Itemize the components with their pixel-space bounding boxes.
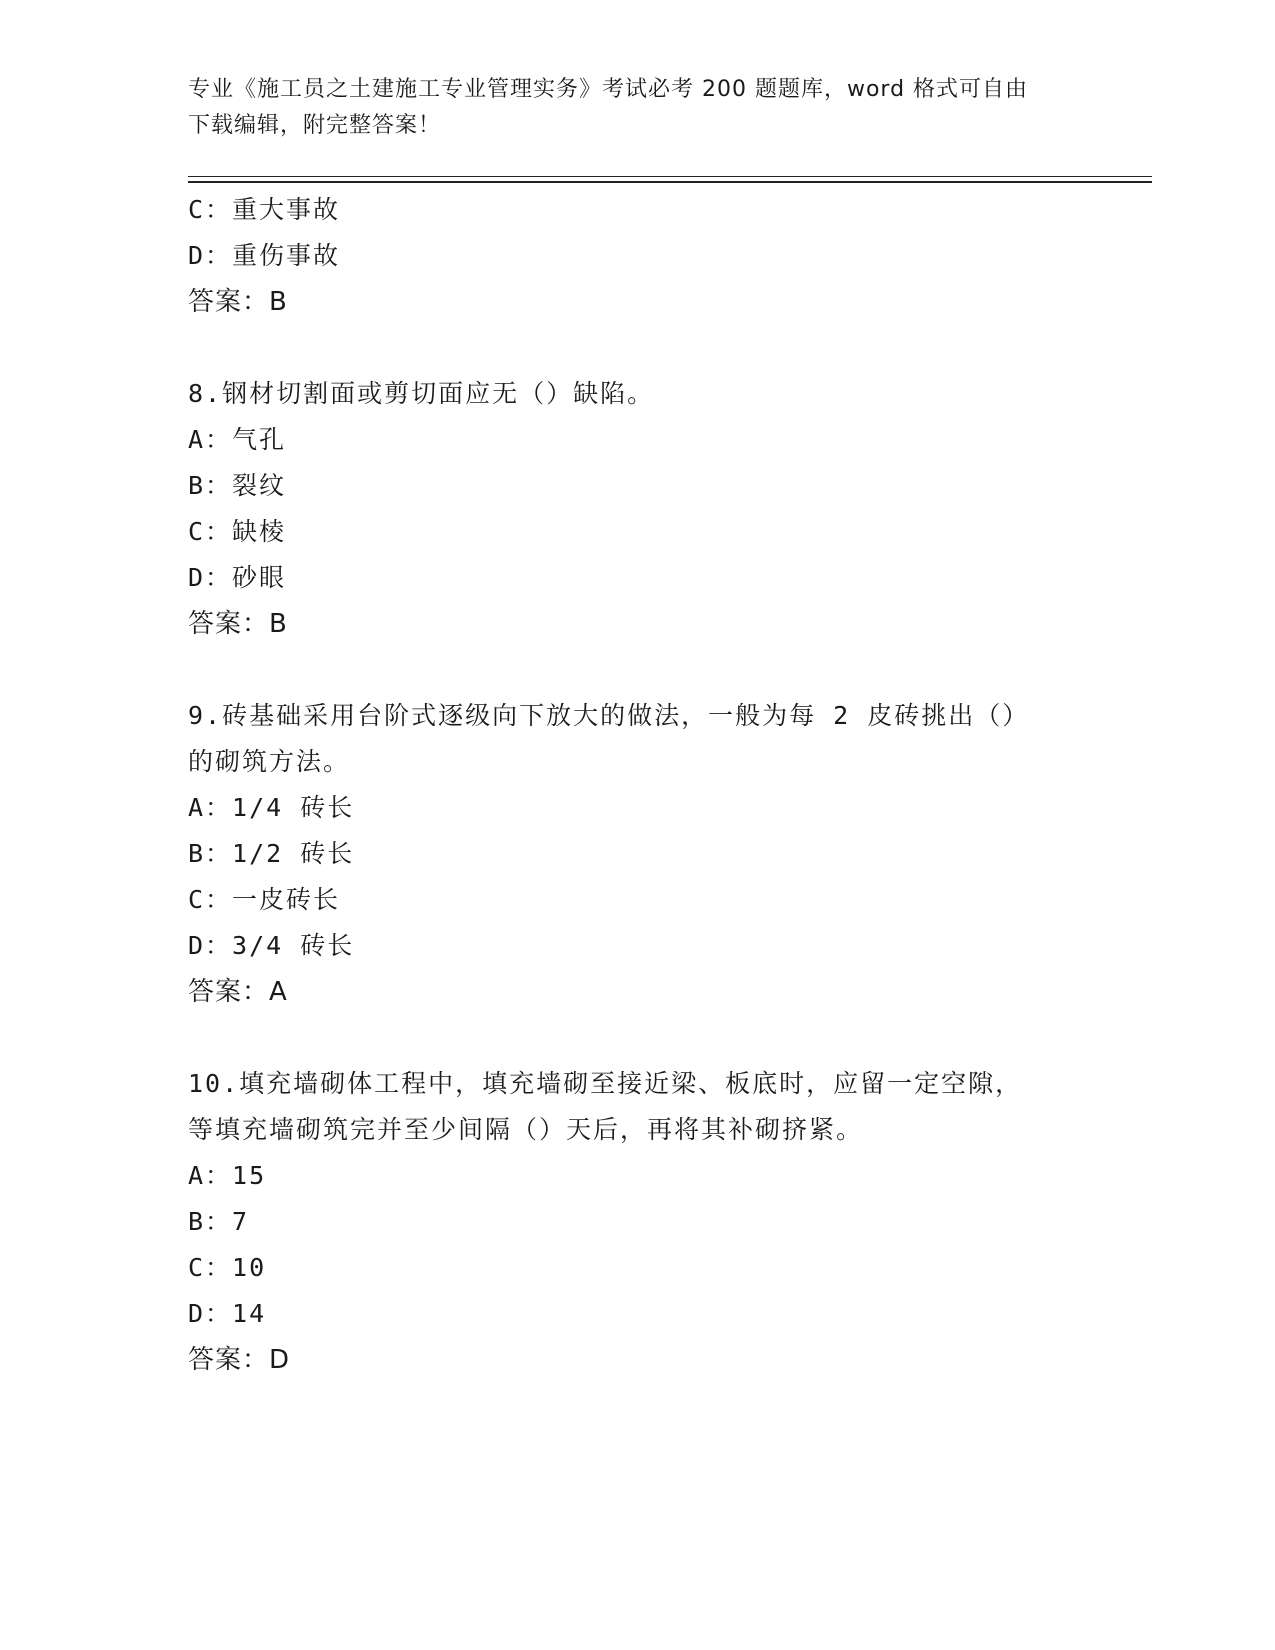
header-divider-bottom [188, 181, 1152, 183]
option-b: B：1/2 砖长 [188, 839, 355, 868]
spacer [188, 325, 1088, 371]
option-c: C：缺棱 [188, 517, 287, 546]
header-title-line-2: 下载编辑，附完整答案！ [188, 113, 442, 138]
spacer [188, 647, 1088, 693]
question-stem: 8.钢材切割面或剪切面应无（）缺陷。 [188, 379, 655, 408]
option-d: D：14 [188, 1299, 267, 1328]
option-c: C：重大事故 [188, 195, 341, 224]
question-stem-line-1: 9.砖基础采用台阶式逐级向下放大的做法，一般为每 2 皮砖挑出（） [188, 701, 1030, 730]
answer: 答案：A [188, 977, 288, 1007]
previous-question-tail [188, 187, 1088, 325]
option-a: A：15 [188, 1161, 267, 1190]
option-d: D：砂眼 [188, 563, 287, 592]
option-d: D：3/4 砖长 [188, 931, 355, 960]
answer: 答案：B [188, 287, 288, 317]
question-8 [188, 371, 1088, 647]
question-stem-line-1: 10.填充墙砌体工程中，填充墙砌至接近梁、板底时，应留一定空隙， [188, 1069, 1023, 1098]
option-d: D：重伤事故 [188, 241, 341, 270]
option-b: B：裂纹 [188, 471, 287, 500]
option-b: B：7 [188, 1207, 250, 1236]
question-stem-line-2: 等填充墙砌筑完并至少间隔（）天后，再将其补砌挤紧。 [188, 1115, 864, 1144]
option-c: C：10 [188, 1253, 267, 1282]
option-c: C：一皮砖长 [188, 885, 341, 914]
question-10 [188, 1061, 1088, 1383]
header-title-line-1: 专业《施工员之土建施工专业管理实务》考试必考 200 题题库，word 格式可自由 [188, 77, 1029, 102]
answer: 答案：D [188, 1345, 291, 1375]
answer: 答案：B [188, 609, 288, 639]
header-divider-top [188, 176, 1152, 177]
document-header [188, 72, 1068, 144]
question-list [188, 187, 1088, 1383]
option-a: A：气孔 [188, 425, 287, 454]
option-a: A：1/4 砖长 [188, 793, 355, 822]
question-9 [188, 693, 1088, 1015]
spacer [188, 1015, 1088, 1061]
question-stem-line-2: 的砌筑方法。 [188, 747, 351, 776]
